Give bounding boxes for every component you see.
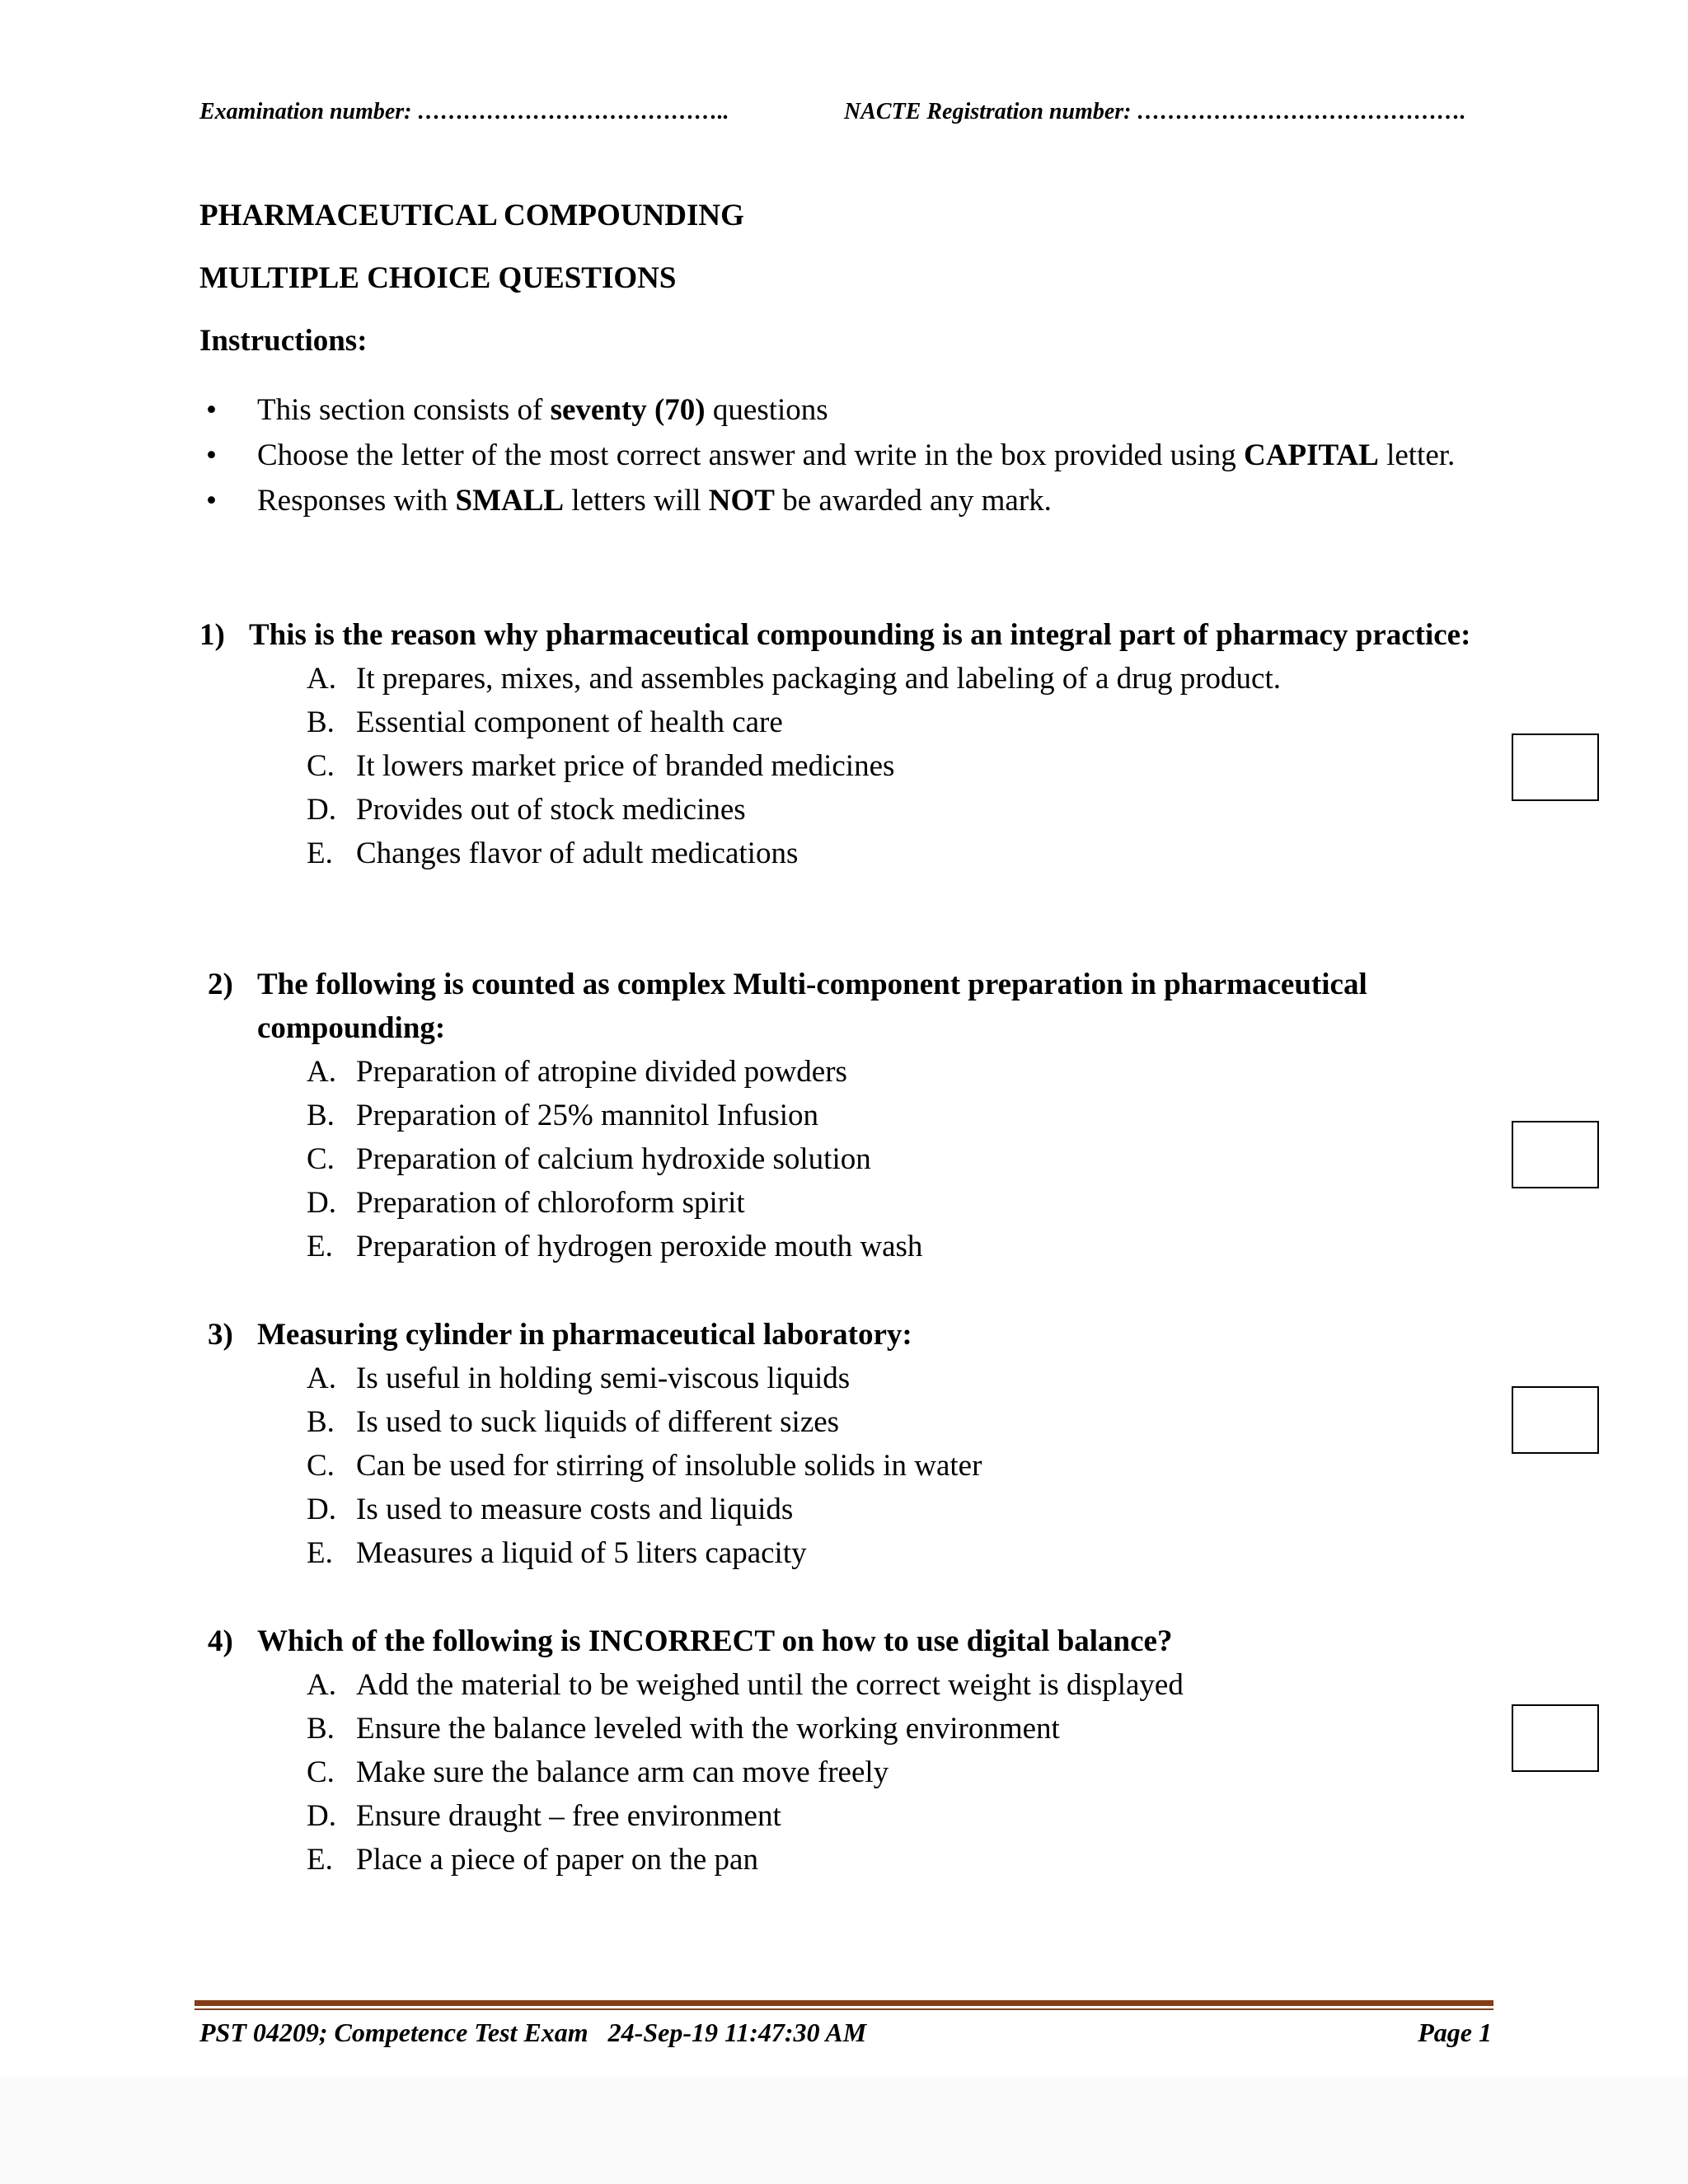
option-a	[307, 1357, 1502, 1400]
instruction-emphasis: seventy (70)	[550, 393, 706, 427]
option-list	[307, 657, 1502, 875]
answer-box-1[interactable]	[1512, 733, 1599, 801]
option-c	[307, 1137, 1502, 1181]
option-list	[307, 1357, 1502, 1575]
option-e	[307, 1531, 1502, 1575]
option-c	[307, 1444, 1502, 1488]
option-text: Preparation of chloroform spirit	[356, 1186, 745, 1220]
option-d	[307, 1181, 1502, 1225]
option-c	[307, 1750, 1502, 1794]
page-number: Page 1	[1418, 2018, 1492, 2047]
option-letter: D.	[307, 793, 336, 827]
question-number: 1)	[199, 618, 225, 652]
option-letter: D.	[307, 1493, 336, 1526]
option-text: Preparation of atropine divided powders	[356, 1055, 847, 1089]
footer-rule	[195, 2000, 1493, 2006]
option-c	[307, 744, 1502, 788]
option-text: Provides out of stock medicines	[356, 793, 746, 827]
option-letter: A.	[307, 662, 336, 696]
page-bottom-margin	[0, 2077, 1688, 2184]
option-letter: B.	[307, 1712, 335, 1746]
option-text: Is used to measure costs and liquids	[356, 1493, 794, 1526]
instructions-list	[199, 387, 1502, 523]
instruction-item	[199, 433, 1502, 478]
option-text: Ensure the balance leveled with the working environment	[356, 1712, 1060, 1746]
answer-box-3[interactable]	[1512, 1386, 1599, 1454]
option-text: Make sure the balance arm can move freely	[356, 1755, 889, 1789]
question-number: 3)	[208, 1318, 233, 1352]
option-letter: D.	[307, 1799, 336, 1833]
option-text: Is used to suck liquids of different sizes	[356, 1405, 840, 1439]
instruction-text: questions	[705, 393, 828, 427]
question-3	[199, 1313, 1502, 1575]
option-letter: E.	[307, 1843, 333, 1877]
option-text: Can be used for stirring of insoluble solids in water	[356, 1449, 982, 1483]
question-text: Measuring cylinder in pharmaceutical laboratory:	[257, 1318, 912, 1352]
option-b	[307, 701, 1502, 744]
instruction-text: letters will	[564, 484, 709, 518]
question-1	[199, 613, 1502, 875]
question-stem	[199, 613, 1502, 657]
option-text: Measures a liquid of 5 liters capacity	[356, 1536, 807, 1570]
bullet-icon: •	[206, 393, 217, 427]
nacte-registration-field: NACTE Registration number: …………………………………….	[844, 99, 1466, 124]
option-a	[307, 1663, 1502, 1707]
option-text: Preparation of calcium hydroxide solution	[356, 1142, 871, 1176]
option-list	[307, 1050, 1502, 1268]
option-text: Preparation of 25% mannitol Infusion	[356, 1099, 819, 1132]
option-text: Essential component of health care	[356, 705, 783, 739]
option-letter: B.	[307, 1405, 335, 1439]
option-letter: C.	[307, 1449, 335, 1483]
instructions-heading: Instructions:	[199, 324, 368, 358]
page-header	[199, 99, 1556, 132]
question-stem	[199, 1619, 1502, 1663]
examination-number-field: Examination number: …………………………………..	[199, 99, 729, 124]
option-list	[307, 1663, 1502, 1882]
option-b	[307, 1707, 1502, 1750]
option-b	[307, 1094, 1502, 1137]
option-text: Ensure draught – free environment	[356, 1799, 781, 1833]
option-letter: C.	[307, 1755, 335, 1789]
option-text: It lowers market price of branded medicines	[356, 749, 895, 783]
option-letter: B.	[307, 705, 335, 739]
option-d	[307, 788, 1502, 832]
answer-box-4[interactable]	[1512, 1704, 1599, 1772]
option-d	[307, 1794, 1502, 1838]
option-e	[307, 1225, 1502, 1268]
instruction-text: letter.	[1378, 438, 1456, 472]
option-e	[307, 1838, 1502, 1882]
question-stem	[199, 963, 1502, 1050]
option-text: Is useful in holding semi-viscous liquids	[356, 1361, 851, 1395]
question-text: The following is counted as complex Multi-component preparation in pharmaceutical compounding:	[257, 968, 1367, 1045]
option-letter: A.	[307, 1055, 336, 1089]
question-number: 2)	[208, 968, 233, 1001]
option-text: Place a piece of paper on the pan	[356, 1843, 758, 1877]
option-letter: A.	[307, 1361, 336, 1395]
footer-exam-info: PST 04209; Competence Test Exam 24-Sep-19 11:47:30 AM	[199, 2018, 867, 2047]
option-text: It prepares, mixes, and assembles packaging and labeling of a drug product.	[356, 662, 1281, 696]
option-letter: C.	[307, 1142, 335, 1176]
footer-rule-thin	[195, 2008, 1493, 2010]
instruction-emphasis: SMALL	[455, 484, 565, 518]
option-letter: D.	[307, 1186, 336, 1220]
section-title: MULTIPLE CHOICE QUESTIONS	[199, 261, 677, 295]
bullet-icon: •	[206, 484, 217, 518]
question-2	[199, 963, 1502, 1268]
question-text: This is the reason why pharmaceutical compounding is an integral part of pharmacy practice:	[249, 618, 1471, 652]
answer-box-2[interactable]	[1512, 1121, 1599, 1188]
option-letter: B.	[307, 1099, 335, 1132]
instruction-emphasis: NOT	[708, 484, 775, 518]
instruction-item	[199, 387, 1502, 433]
option-text: Changes flavor of adult medications	[356, 837, 799, 870]
instruction-text: Responses with	[257, 484, 456, 518]
question-text: Which of the following is INCORRECT on how to use digital balance?	[257, 1624, 1173, 1658]
option-letter: A.	[307, 1668, 336, 1702]
option-d	[307, 1488, 1502, 1531]
question-number: 4)	[208, 1624, 233, 1658]
option-letter: C.	[307, 749, 335, 783]
option-a	[307, 657, 1502, 701]
option-e	[307, 832, 1502, 875]
instruction-emphasis: CAPITAL	[1244, 438, 1379, 472]
question-stem	[199, 1313, 1502, 1357]
instruction-text: This section consists of	[257, 393, 551, 427]
option-text: Add the material to be weighed until the correct weight is displayed	[356, 1668, 1184, 1702]
option-b	[307, 1400, 1502, 1444]
option-letter: E.	[307, 1230, 333, 1263]
option-letter: E.	[307, 837, 333, 870]
instruction-text: be awarded any mark.	[774, 484, 1052, 518]
bullet-icon: •	[206, 438, 217, 472]
instruction-text: Choose the letter of the most correct answer and write in the box provided using	[257, 438, 1245, 472]
option-letter: E.	[307, 1536, 333, 1570]
course-title: PHARMACEUTICAL COMPOUNDING	[199, 199, 744, 232]
option-a	[307, 1050, 1502, 1094]
question-4	[199, 1619, 1502, 1882]
option-text: Preparation of hydrogen peroxide mouth wash	[356, 1230, 923, 1263]
instruction-item	[199, 478, 1502, 523]
